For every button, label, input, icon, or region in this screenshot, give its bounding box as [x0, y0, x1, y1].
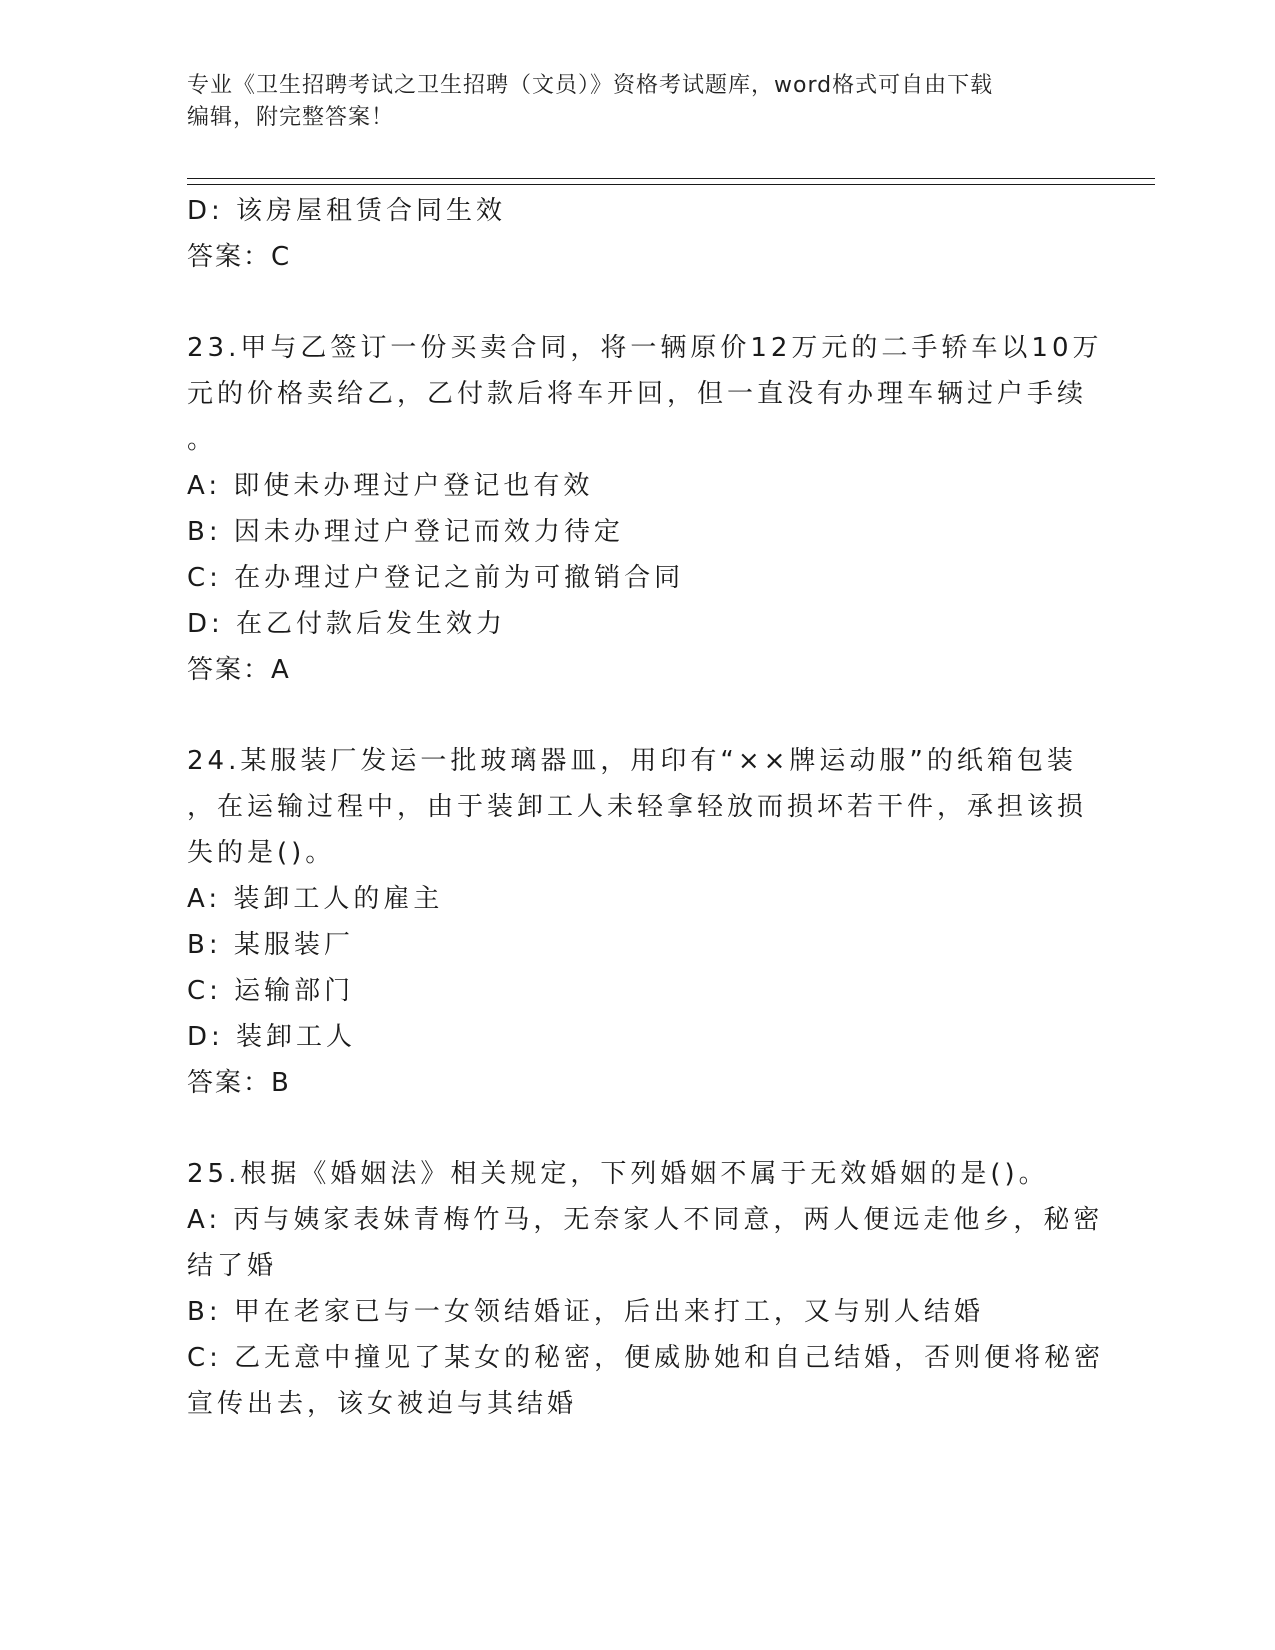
option-c: C: 在办理过户登记之前为可撤销合同 — [187, 563, 685, 593]
header-line-1: 专业《卫生招聘考试之卫生招聘（文员）》资格考试题库，word格式可自由下载 — [187, 73, 994, 98]
question-stem: 24.某服装厂发运一批玻璃器皿，用印有“××牌运动服”的纸箱包装 — [187, 746, 1077, 776]
header-rule-top — [187, 178, 1155, 179]
option-a-continued: 结了婚 — [187, 1251, 278, 1281]
option-b: B: 因未办理过户登记而效力待定 — [187, 517, 624, 547]
option-a: A: 即使未办理过户登记也有效 — [187, 471, 594, 501]
question-23 — [187, 325, 1103, 693]
option-a: A: 丙与姨家表妹青梅竹马，无奈家人不同意，两人便远走他乡，秘密 — [187, 1205, 1104, 1235]
page-header — [187, 70, 1087, 134]
header-line-2: 编辑，附完整答案！ — [187, 105, 395, 130]
question-stem: 25.根据《婚姻法》相关规定，下列婚姻不属于无效婚姻的是()。 — [187, 1159, 1049, 1189]
question-stem: 23.甲与乙签订一份买卖合同，将一辆原价12万元的二手轿车以10万 — [187, 333, 1103, 363]
answer-label: 答案：C — [187, 242, 292, 272]
answer-label: 答案：B — [187, 1068, 291, 1098]
option-d: D: 该房屋租赁合同生效 — [187, 196, 507, 226]
answer-label: 答案：A — [187, 655, 291, 685]
question-stem: 元的价格卖给乙，乙付款后将车开回，但一直没有办理车辆过户手续 — [187, 379, 1088, 409]
question-24 — [187, 738, 1087, 1106]
option-d: D: 装卸工人 — [187, 1022, 357, 1052]
question-stem: 。 — [187, 425, 218, 455]
question-stem: 失的是()。 — [187, 838, 336, 868]
header-rule-bottom — [187, 184, 1155, 185]
question-stem: ，在运输过程中，由于装卸工人未轻拿轻放而损坏若干件，承担该损 — [187, 792, 1088, 822]
option-d: D: 在乙付款后发生效力 — [187, 609, 507, 639]
question-22-tail — [187, 188, 1087, 280]
option-a: A: 装卸工人的雇主 — [187, 884, 444, 914]
question-25 — [187, 1151, 1105, 1427]
option-c: C: 运输部门 — [187, 976, 355, 1006]
option-c-continued: 宣传出去，该女被迫与其结婚 — [187, 1389, 578, 1419]
option-b: B: 某服装厂 — [187, 930, 354, 960]
option-b: B: 甲在老家已与一女领结婚证，后出来打工，又与别人结婚 — [187, 1297, 984, 1327]
option-c: C: 乙无意中撞见了某女的秘密，便威胁她和自己结婚，否则便将秘密 — [187, 1343, 1105, 1373]
document-body — [187, 188, 1105, 1427]
